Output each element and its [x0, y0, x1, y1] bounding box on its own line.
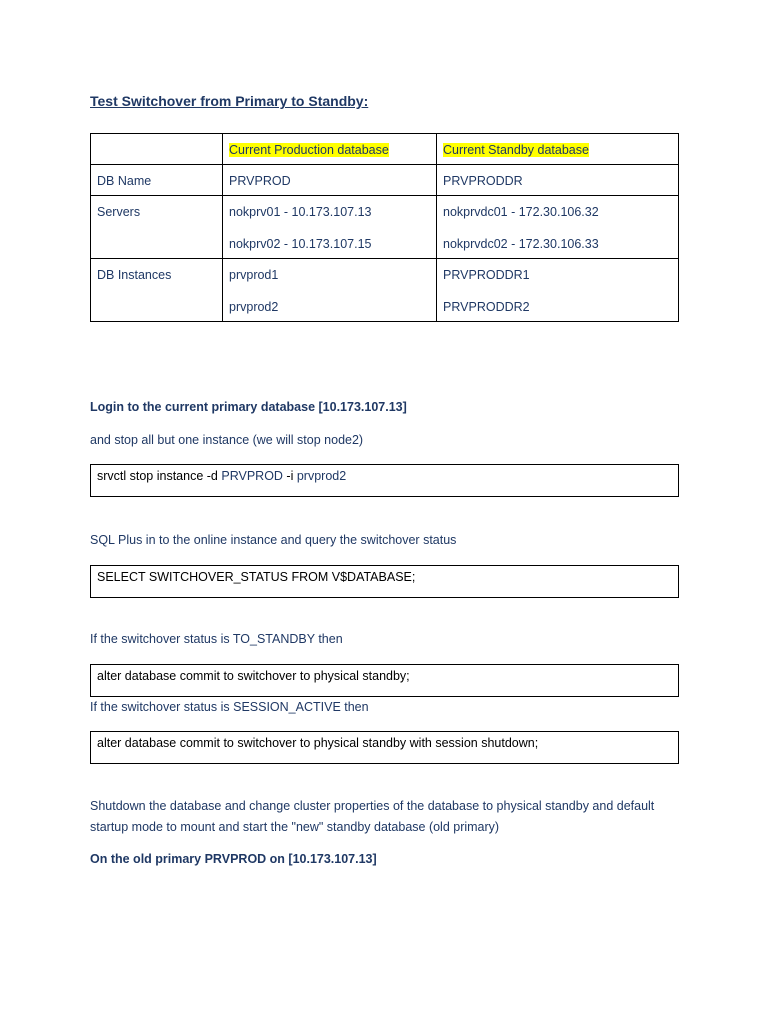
page-title: Test Switchover from Primary to Standby: [90, 93, 369, 109]
standby-servers [437, 196, 679, 259]
stop-instances-note: and stop all but one instance (we will stop node2) [90, 433, 364, 447]
standby-instance-1: PRVPRODDR1 [443, 268, 530, 282]
prod-value: PRVPROD [223, 165, 437, 196]
standby-instance-2: PRVPRODDR2 [443, 300, 530, 314]
table-row-servers [91, 196, 679, 259]
standby-instances [437, 259, 679, 322]
header-cell-production [223, 134, 437, 165]
srvctl-stop-command [90, 464, 679, 497]
session-active-note: If the switchover status is SESSION_ACTIVE then [90, 700, 369, 714]
table-row-db-instances [91, 259, 679, 322]
header-cell-empty [91, 134, 223, 165]
old-primary-heading: On the old primary PRVPROD on [10.173.107.13] [90, 852, 377, 866]
header-cell-standby [437, 134, 679, 165]
prod-servers [223, 196, 437, 259]
database-info-table [90, 133, 679, 322]
table-row-db-name [91, 165, 679, 196]
table-header-row [91, 134, 679, 165]
login-heading: Login to the current primary database [10.173.107.13] [90, 400, 407, 414]
cmd1-instance: prvprod2 [296, 469, 347, 483]
standby-value: PRVPRODDR [437, 165, 679, 196]
sqlplus-note: SQL Plus in to the online instance and query the switchover status [90, 533, 457, 547]
prod-instance-2: prvprod2 [229, 300, 279, 314]
cmd1-db: PRVPROD [221, 469, 283, 483]
shutdown-note-line-2: startup mode to mount and start the "new" standby database (old primary) [90, 820, 500, 834]
standby-server-2: nokprvdc02 - 172.30.106.33 [443, 237, 599, 251]
prod-instance-1: prvprod1 [229, 268, 279, 282]
standby-server-1: nokprvdc01 - 172.30.106.32 [443, 205, 599, 219]
standby-header-label: Current Standby database [443, 143, 589, 157]
prod-server-2: nokprv02 - 10.173.107.15 [229, 237, 372, 251]
to-standby-note: If the switchover status is TO_STANDBY then [90, 632, 343, 646]
shutdown-note-line-1: Shutdown the database and change cluster properties of the database to physical standby and default [90, 799, 655, 813]
switchover-status-query: SELECT SWITCHOVER_STATUS FROM V$DATABASE; [90, 565, 679, 598]
cmd1-mid: -i [282, 469, 297, 483]
row-label: DB Instances [91, 259, 223, 322]
cmd1-prefix: srvctl stop instance -d [97, 469, 222, 483]
production-header-label: Current Production database [229, 143, 389, 157]
commit-switchover-command: alter database commit to switchover to physical standby; [90, 664, 679, 697]
row-label: Servers [91, 196, 223, 259]
row-label: DB Name [91, 165, 223, 196]
prod-server-1: nokprv01 - 10.173.107.13 [229, 205, 372, 219]
commit-switchover-session-shutdown-command: alter database commit to switchover to physical standby with session shutdown; [90, 731, 679, 764]
prod-instances [223, 259, 437, 322]
